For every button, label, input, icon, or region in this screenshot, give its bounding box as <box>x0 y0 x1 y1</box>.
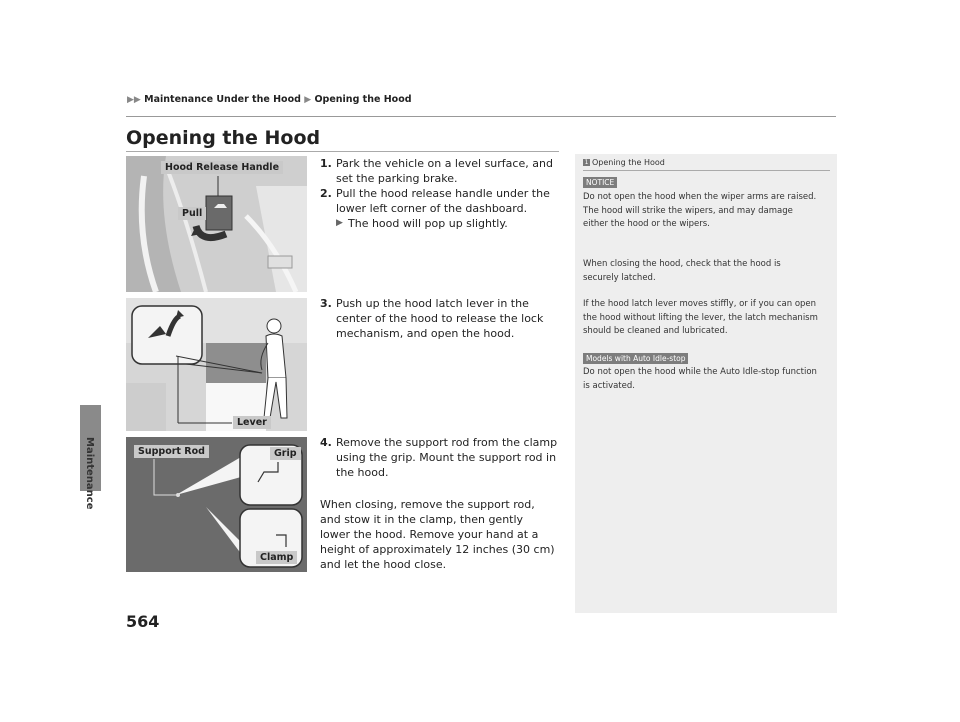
page-number: 564 <box>126 612 160 631</box>
step-number: 1. <box>320 157 332 170</box>
label-pull: Pull <box>178 207 206 220</box>
figure-hood-latch <box>126 298 307 431</box>
label-support-rod: Support Rod <box>134 445 209 458</box>
notice-text-2: The hood will strike the wipers, and may damage either the hood or the wipers. <box>583 205 793 229</box>
hood-latch-illustration <box>126 298 307 431</box>
breadcrumb-section: Maintenance Under the Hood <box>144 94 301 105</box>
figure-support-rod <box>126 437 307 572</box>
step-text: Push up the hood latch lever in the center of the hood to release the lock mechanism, and open the hood. <box>336 297 544 340</box>
step-text: Park the vehicle on a level surface, and set the parking brake. <box>336 157 553 185</box>
aside-heading <box>583 158 665 167</box>
breadcrumb-arrow-icon: ▶▶ <box>127 95 141 105</box>
result-arrow-icon: ▶ <box>336 218 343 228</box>
step-text: Remove the support rod from the clamp using the grip. Mount the support rod in the hood. <box>336 436 558 479</box>
models-badge: Models with Auto Idle-stop <box>583 353 688 364</box>
step-text: Pull the hood release handle under the lower left corner of the dashboard. <box>336 187 550 215</box>
label-lever: Lever <box>233 416 271 429</box>
step-number: 2. <box>320 187 332 200</box>
aside-para-auto-idle-stop: Do not open the hood while the Auto Idle-stop function is activated. <box>583 367 817 391</box>
figure-hood-release <box>126 156 307 292</box>
notice-text-1: Do not open the hood when the wiper arms are raised. <box>583 192 817 202</box>
notice-badge: NOTICE <box>583 177 617 188</box>
breadcrumb-current: Opening the Hood <box>314 94 412 105</box>
aside-para-lever-stiff: If the hood latch lever moves stiffly, or if you can open the hood without lifting the lever, the latch mechanism should be cleaned and lubricated. <box>583 299 818 336</box>
breadcrumb <box>127 94 412 105</box>
step-4 <box>320 435 560 480</box>
side-tab-label: Maintenance <box>84 437 95 510</box>
aside-heading-text: Opening the Hood <box>592 158 665 167</box>
aside-divider <box>583 170 830 171</box>
closing-paragraph: When closing, remove the support rod, and stow it in the clamp, then gently lower the hood. Remove your hand at a height of approximately 12 inches (30 cm) and let the hood close. <box>320 498 555 571</box>
label-grip: Grip <box>270 447 301 460</box>
step-result: The hood will pop up slightly. <box>348 217 508 230</box>
notice-text <box>583 191 818 232</box>
label-clamp: Clamp <box>256 551 297 564</box>
step-3 <box>320 296 560 341</box>
header-divider <box>126 116 836 117</box>
step-1 <box>320 156 560 186</box>
step-number: 4. <box>320 436 332 449</box>
label-hood-release-handle: Hood Release Handle <box>161 161 283 174</box>
title-divider <box>126 151 559 152</box>
aside-para-latch-check: When closing the hood, check that the hood is securely latched. <box>583 259 781 283</box>
step-number: 3. <box>320 297 332 310</box>
step-2 <box>320 186 560 231</box>
breadcrumb-arrow-icon: ▶ <box>304 95 312 105</box>
page-title: Opening the Hood <box>126 127 321 149</box>
hood-release-illustration <box>126 156 307 292</box>
reference-marker-icon: 1 <box>584 159 589 166</box>
